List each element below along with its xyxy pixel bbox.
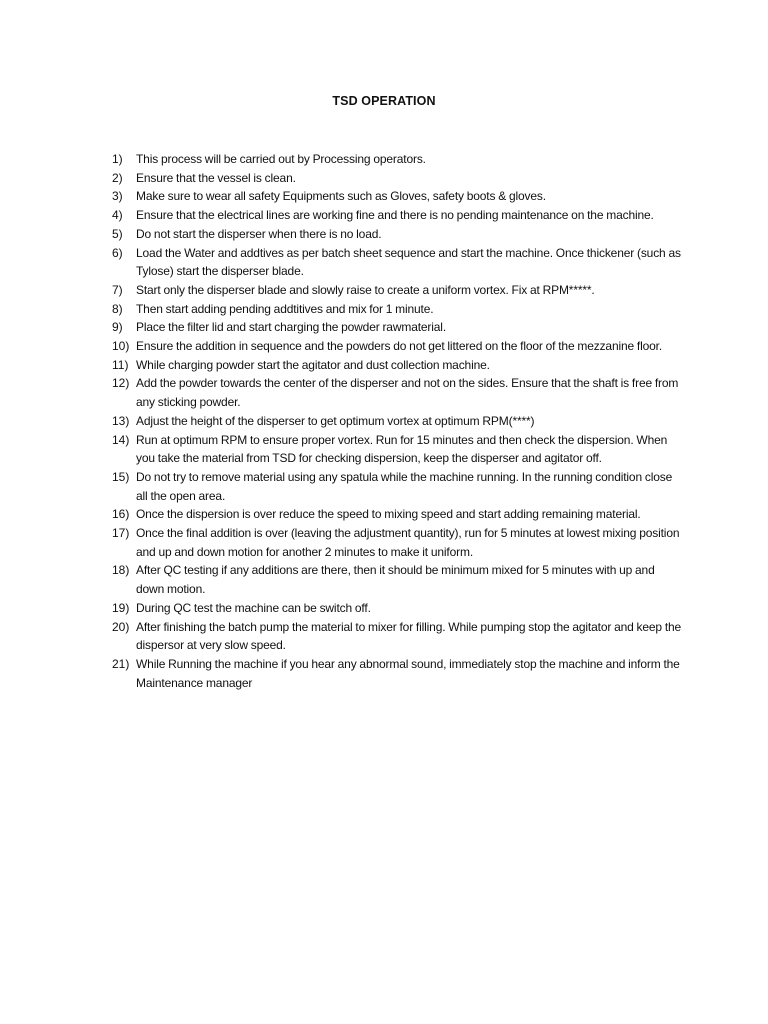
step-text: Then start adding pending addtitives and mix for 1 minute. bbox=[136, 301, 434, 316]
step-number: 20) bbox=[112, 619, 130, 634]
procedure-step bbox=[112, 300, 682, 319]
step-text: Start only the disperser blade and slowly raise to create a uniform vortex. Fix at RPM*****. bbox=[136, 282, 595, 297]
step-text: After finishing the batch pump the material to mixer for filling. While pumping stop the agitator and keep the dispersor at very slow speed. bbox=[136, 619, 682, 653]
step-number: 8) bbox=[112, 301, 123, 316]
step-number: 9) bbox=[112, 320, 123, 335]
step-text: During QC test the machine can be switch off. bbox=[136, 600, 371, 615]
step-text: This process will be carried out by Processing operators. bbox=[136, 152, 426, 166]
procedure-step bbox=[112, 599, 682, 618]
step-number: 12) bbox=[112, 376, 130, 391]
procedure-step bbox=[112, 655, 682, 692]
procedure-step bbox=[112, 505, 682, 524]
step-number: 15) bbox=[112, 469, 130, 484]
step-number: 18) bbox=[112, 563, 130, 578]
procedure-step bbox=[112, 374, 682, 411]
procedure-step bbox=[112, 225, 682, 244]
step-number: 16) bbox=[112, 507, 130, 522]
step-number: 10) bbox=[112, 339, 130, 354]
step-text: Do not start the disperser when there is no load. bbox=[136, 226, 382, 241]
step-text: Once the final addition is over (leaving the adjustment quantity), run for 5 minutes at lowest mixing position and up and down motion for another 2 minutes to make it uniform. bbox=[136, 526, 680, 559]
step-text: Do not try to remove material using any spatula while the machine running. In the running condition close all the open area. bbox=[136, 469, 673, 503]
procedure-step bbox=[112, 281, 682, 300]
procedure-step bbox=[112, 468, 682, 505]
procedure-step bbox=[112, 150, 682, 169]
step-number: 11) bbox=[112, 357, 129, 372]
step-number: 19) bbox=[112, 600, 130, 615]
step-text: Ensure that the vessel is clean. bbox=[136, 170, 296, 185]
procedure-step bbox=[112, 244, 682, 281]
procedure-steps-list bbox=[112, 150, 682, 692]
step-number: 3) bbox=[112, 189, 123, 204]
step-number: 17) bbox=[112, 526, 130, 541]
procedure-step bbox=[112, 431, 682, 468]
procedure-step bbox=[112, 169, 682, 188]
step-number: 2) bbox=[112, 170, 123, 185]
step-text: Ensure the addition in sequence and the powders do not get littered on the floor of the mezzanine floor. bbox=[136, 339, 663, 354]
procedure-step bbox=[112, 524, 682, 561]
procedure-step bbox=[112, 337, 682, 356]
procedure-step bbox=[112, 561, 682, 598]
step-text: Load the Water and addtives as per batch sheet sequence and start the machine. Once thickener (such as Tylose) start the disperser blade. bbox=[136, 245, 681, 279]
procedure-step bbox=[112, 356, 682, 375]
page-title: TSD OPERATION bbox=[332, 94, 436, 108]
procedure-step bbox=[112, 318, 682, 337]
procedure-step bbox=[112, 206, 682, 225]
step-text: While charging powder start the agitator and dust collection machine. bbox=[136, 357, 490, 372]
step-text: Add the powder towards the center of the disperser and not on the sides. Ensure that the shaft is free from any sticking powder. bbox=[136, 376, 679, 410]
step-text: Adjust the height of the disperser to get optimum vortex at optimum RPM(****) bbox=[136, 413, 535, 428]
step-text: While Running the machine if you hear any abnormal sound, immediately stop the machine and inform the Maintenance manager bbox=[136, 656, 680, 690]
step-number: 21) bbox=[112, 656, 130, 671]
step-number: 5) bbox=[112, 226, 123, 241]
procedure-step bbox=[112, 618, 682, 655]
step-text: Once the dispersion is over reduce the speed to mixing speed and start adding remaining material. bbox=[136, 507, 641, 522]
procedure-step bbox=[112, 412, 682, 431]
step-text: Run at optimum RPM to ensure proper vortex. Run for 15 minutes and then check the dispersion. When you take the material from TSD for checking dispersion, keep the disperser and agitator off. bbox=[136, 432, 668, 466]
step-text: After QC testing if any additions are there, then it should be minimum mixed for 5 minutes with up and down motion. bbox=[136, 563, 655, 597]
step-number: 1) bbox=[112, 152, 123, 166]
step-number: 6) bbox=[112, 245, 123, 260]
step-number: 14) bbox=[112, 432, 130, 447]
step-text: Place the filter lid and start charging the powder rawmaterial. bbox=[136, 320, 447, 335]
procedure-step bbox=[112, 187, 682, 206]
step-number: 4) bbox=[112, 208, 123, 223]
step-text: Ensure that the electrical lines are working fine and there is no pending maintenance on the machine. bbox=[136, 208, 654, 223]
step-number: 7) bbox=[112, 282, 123, 297]
step-text: Make sure to wear all safety Equipments such as Gloves, safety boots & gloves. bbox=[136, 189, 546, 204]
step-number: 13) bbox=[112, 413, 130, 428]
